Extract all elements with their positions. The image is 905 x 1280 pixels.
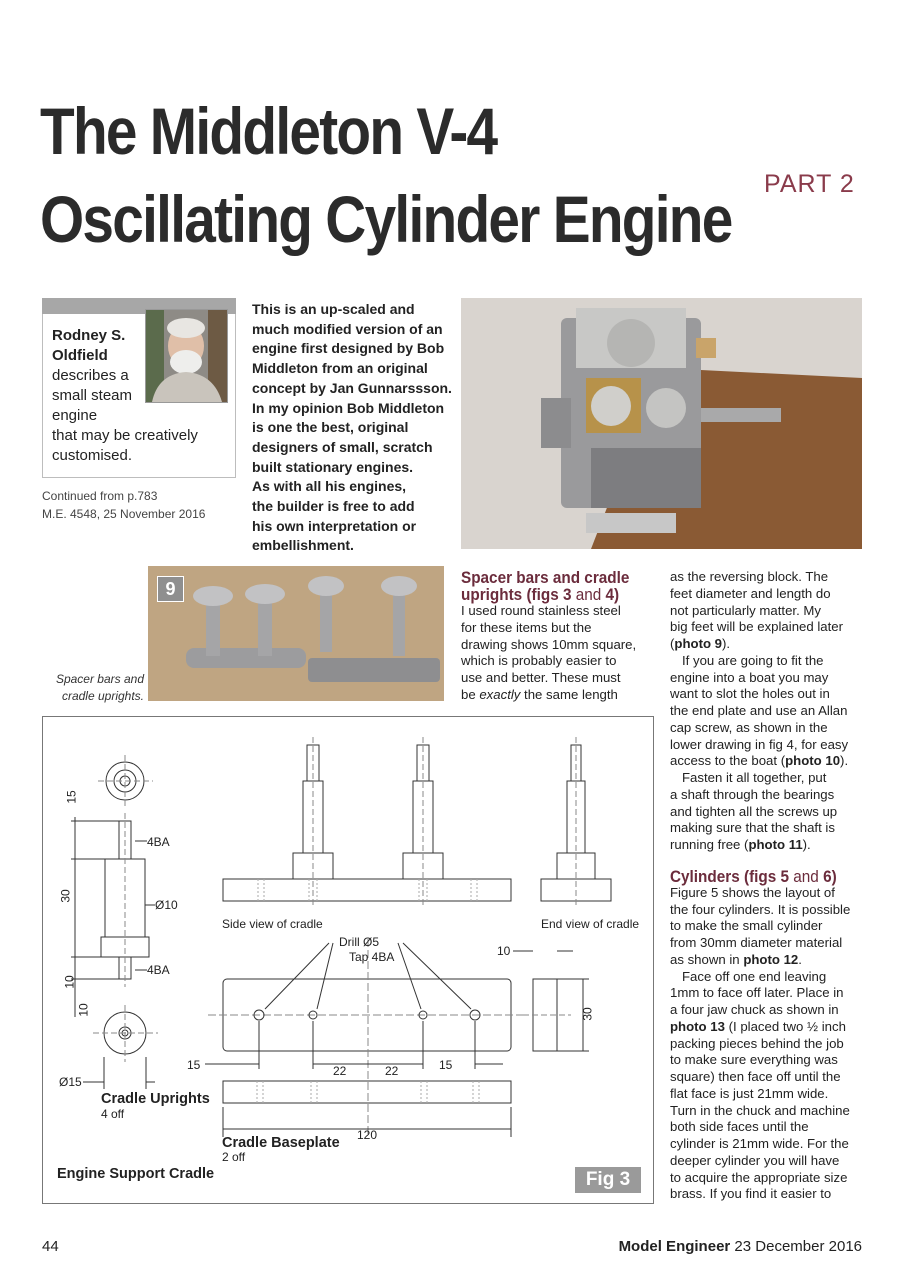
baseplate-top-view	[208, 939, 528, 1137]
continued-line: M.E. 4548, 25 November 2016	[42, 507, 206, 521]
intro-line: engine first designed by Bob	[252, 340, 445, 357]
dim-dia-15: Ø15	[59, 1075, 82, 1089]
side-view-label: Side view of cradle	[222, 917, 323, 931]
byline-text	[52, 326, 212, 466]
intro-line: In my opinion Bob Middleton	[252, 399, 445, 416]
column-right	[670, 569, 870, 1203]
body-line: which is probably easier to	[461, 653, 617, 669]
magazine-name: Model Engineer	[618, 1238, 731, 1255]
intro-line: concept by Jan Gunnarssson.	[252, 379, 452, 396]
intro-line: embellishment.	[252, 537, 354, 554]
body-line: and tighten all the screws up	[670, 803, 838, 819]
body-line: cylinder is 21mm wide. For the	[670, 1136, 849, 1151]
body-line: making sure that the shaft is	[670, 820, 835, 836]
body-line: Turn in the chuck and machine	[670, 1102, 850, 1118]
continued-line: Continued from p.783	[42, 489, 158, 503]
dim-10-a: 10	[62, 975, 77, 989]
magazine-footer	[619, 1238, 862, 1255]
body-line: from 30mm diameter material	[670, 935, 843, 950]
issue-date: 23 December 2016	[730, 1238, 862, 1255]
body-line: cap screw, as shown in the	[670, 719, 828, 735]
intro-line: This is an up-scaled and	[252, 301, 415, 317]
title-line-1: The Middleton V-4	[40, 94, 497, 168]
figure-3	[42, 716, 654, 1204]
body-line: not particularly matter. My	[670, 602, 821, 618]
intro-line: is one the best, original	[252, 419, 409, 436]
upright-dimension-lines	[71, 817, 155, 1089]
body-line: both side faces until the	[670, 1119, 809, 1135]
intro-line: much modified version of an	[252, 320, 443, 337]
intro-line: the builder is free to add	[252, 498, 415, 515]
byline-line: customised.	[52, 447, 133, 464]
figure-title: Engine Support Cradle	[57, 1166, 215, 1182]
upright-side-view	[101, 813, 149, 987]
intro-line: Middleton from an original	[252, 360, 428, 377]
body-line: packing pieces behind the job	[670, 1035, 844, 1051]
body-line: the end plate and use an Allan	[670, 703, 848, 718]
body-line: be exactly the same length	[461, 686, 618, 702]
body-line: flat face is just 21mm wide.	[670, 1085, 829, 1101]
body-line: the four cylinders. It is possible	[670, 901, 851, 917]
body-line: running free (photo 11).	[670, 837, 811, 852]
body-line: deeper cylinder you will have	[670, 1152, 840, 1168]
body-line: to acquire the appropriate size	[670, 1169, 848, 1185]
byline-line: engine	[52, 407, 98, 424]
body-line: a shaft through the bearings	[670, 786, 835, 802]
body-line: Fasten it all together, put	[682, 770, 827, 785]
body-line: engine into a boat you may	[670, 669, 829, 685]
byline-line: that may be creatively	[52, 427, 198, 444]
body-line: want to slot the holes out in	[670, 686, 830, 702]
figure-label: Fig 3	[575, 1167, 641, 1193]
body-line: feet diameter and length do	[670, 585, 831, 601]
body-line: Face off one end leaving	[682, 968, 827, 984]
body-line: If you are going to fit the	[682, 652, 824, 668]
title-line-2: Oscillating Cylinder Engine	[40, 182, 732, 256]
drill-label: Drill Ø5	[339, 935, 380, 949]
photo-9-caption	[40, 671, 144, 705]
dim-end-10: 10	[497, 944, 511, 958]
body-line: drawing shows 10mm square,	[461, 636, 637, 652]
dim-end-30: 30	[580, 1007, 595, 1021]
baseplate-qty: 2 off	[222, 1150, 246, 1164]
caption-line: Spacer bars and	[55, 672, 144, 686]
intro-line: As with all his engines,	[252, 478, 407, 495]
body-line: Figure 5 shows the layout of	[670, 884, 835, 900]
dim-base-120: 120	[357, 1128, 378, 1142]
dim-base-22-a: 22	[333, 1064, 347, 1078]
page-number: 44	[42, 1238, 59, 1255]
baseplate-title: Cradle Baseplate	[222, 1135, 340, 1151]
section-heading-cylinders: Cylinders (figs 5 and 6)	[670, 866, 837, 886]
body-line: I used round stainless steel	[461, 603, 621, 618]
baseplate-end-view	[513, 951, 589, 1051]
part-label: PART 2	[764, 170, 855, 198]
body-line: a four jaw chuck as shown in	[670, 1002, 839, 1017]
body-line: access to the boat (photo 10).	[670, 753, 849, 769]
dim-15-top: 15	[64, 790, 79, 804]
photo-9	[148, 566, 444, 701]
dim-dia-10: Ø10	[155, 898, 178, 912]
dim-base-22-b: 22	[385, 1064, 399, 1078]
cradle-end-view	[541, 737, 611, 907]
dim-base-15-right: 15	[439, 1058, 453, 1072]
uprights-title: Cradle Uprights	[101, 1091, 210, 1107]
intro-paragraph	[252, 300, 452, 556]
body-line: to make the small cylinder	[670, 918, 823, 934]
column-middle	[461, 569, 661, 704]
intro-line: designers of small, scratch	[252, 438, 433, 455]
body-line: big feet will be explained later	[670, 619, 844, 635]
body-line: photo 13 (I placed two ½ inch	[670, 1018, 846, 1034]
body-line: lower drawing in fig 4, for easy	[670, 736, 849, 752]
dim-10-b: 10	[76, 1003, 91, 1017]
body-line: as the reversing block. The	[670, 569, 829, 584]
body-line: 1mm to face off later. Place in	[670, 985, 844, 1001]
intro-line: his own interpretation or	[252, 517, 417, 534]
body-line: for these items but the	[461, 619, 592, 635]
author-name-1: Rodney S.	[52, 327, 126, 344]
dim-base-15-left: 15	[187, 1058, 201, 1072]
byline-line: small steam	[52, 387, 133, 404]
caption-line: cradle uprights.	[61, 689, 144, 703]
body-line: square) then face off until the	[670, 1069, 841, 1084]
continued-note	[42, 487, 205, 523]
body-line: brass. If you find it easier to	[670, 1186, 832, 1202]
body-line: to make sure everything was	[670, 1052, 838, 1068]
photo-number-badge: 9	[157, 576, 184, 602]
body-line: as shown in photo 12.	[670, 951, 802, 967]
upright-bottom-view	[93, 1005, 158, 1062]
dim-thread-top: 4BA	[147, 835, 170, 849]
baseplate-front-view	[223, 1081, 511, 1103]
end-view-label: End view of cradle	[541, 917, 640, 931]
engine-photo	[461, 298, 862, 549]
upright-top-view	[98, 755, 153, 809]
body-line: use and better. These must	[461, 670, 621, 685]
intro-line: built stationary engines.	[252, 458, 414, 475]
byline-line: describes a	[52, 367, 129, 384]
section-heading-spacer-2: uprights (figs 3 and 4)	[461, 585, 620, 604]
dim-thread-bottom: 4BA	[147, 963, 170, 977]
section-heading-spacer: Spacer bars and cradle	[461, 568, 630, 587]
uprights-qty: 4 off	[101, 1107, 125, 1121]
baseplate-dimension-lines	[205, 1021, 511, 1137]
dim-30: 30	[58, 889, 73, 903]
author-name-2: Oldfield	[52, 347, 108, 364]
cradle-side-view	[223, 737, 511, 907]
body-line: (photo 9).	[670, 636, 731, 651]
tap-label: Tap 4BA	[349, 950, 395, 964]
